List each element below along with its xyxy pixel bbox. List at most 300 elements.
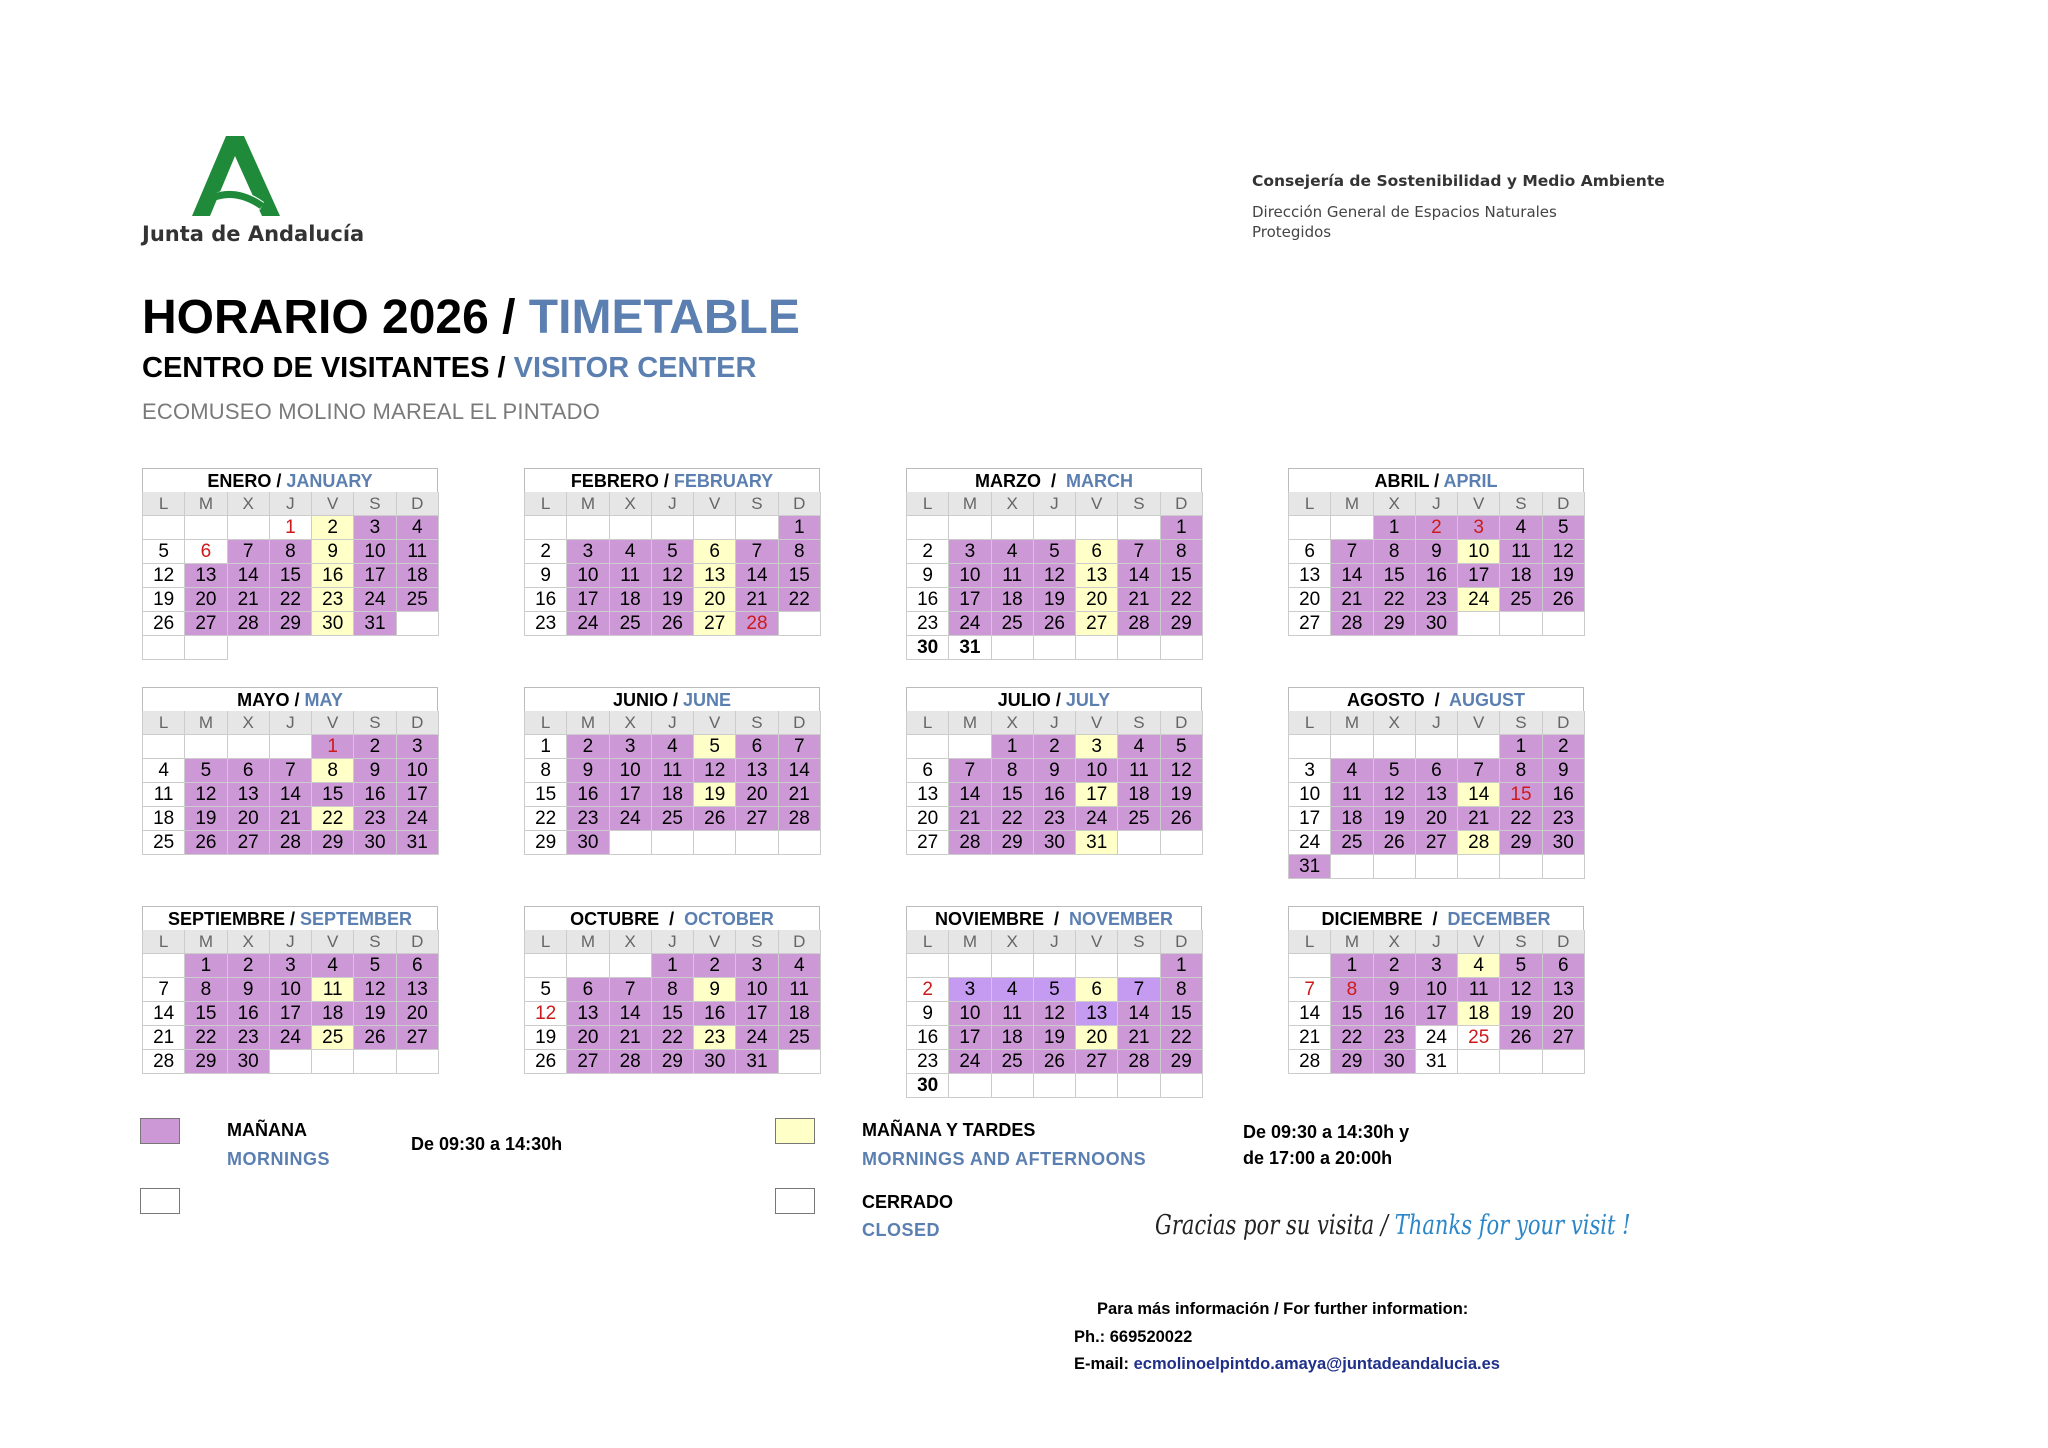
empty-cell: [949, 516, 991, 540]
day-cell: 12: [1034, 1002, 1076, 1026]
day-cell: 19: [1034, 1026, 1076, 1050]
empty-cell: [185, 735, 227, 759]
day-cell: 17: [354, 564, 396, 588]
month-october: [524, 906, 820, 1074]
day-cell: 20: [567, 1026, 609, 1050]
day-cell: 24: [567, 612, 609, 636]
day-cell: 20: [1289, 588, 1331, 612]
month-june: [524, 687, 820, 855]
day-cell: 1: [1161, 954, 1203, 978]
day-cell: 21: [1331, 588, 1373, 612]
weekday-header: S: [1500, 492, 1542, 516]
day-cell: 6: [1416, 759, 1458, 783]
day-cell: 7: [228, 540, 270, 564]
day-cell: 9: [228, 978, 270, 1002]
month-name-es: OCTUBRE: [570, 909, 660, 929]
day-cell: 7: [949, 759, 991, 783]
empty-cell: [1500, 855, 1542, 879]
weekday-header: S: [736, 711, 778, 735]
month-name-es: ABRIL: [1374, 471, 1430, 491]
weekday-header: V: [1076, 930, 1118, 954]
weekday-header: J: [1034, 711, 1076, 735]
day-cell: 30: [567, 831, 609, 855]
month-title: [1288, 687, 1584, 711]
day-cell: 5: [525, 978, 567, 1002]
day-cell: 19: [1543, 564, 1585, 588]
day-cell: 27: [736, 807, 778, 831]
day-cell: 23: [354, 807, 396, 831]
month-title-separator: /: [1043, 909, 1069, 929]
empty-cell: [992, 1074, 1034, 1098]
weekday-header: L: [1289, 930, 1331, 954]
empty-cell: [779, 612, 821, 636]
day-cell: 14: [949, 783, 991, 807]
month-grid: [524, 711, 820, 855]
weekday-header: D: [1161, 930, 1203, 954]
day-cell: 13: [694, 564, 736, 588]
weekday-header: V: [1458, 492, 1500, 516]
day-cell: 11: [1118, 759, 1160, 783]
direccion-label: Dirección General de Espacios Naturales Protegidos: [1252, 203, 1557, 241]
day-cell: 12: [354, 978, 396, 1002]
empty-cell: [1076, 636, 1118, 660]
day-cell: 16: [1374, 1002, 1416, 1026]
day-cell: 8: [652, 978, 694, 1002]
day-cell: 30: [1034, 831, 1076, 855]
day-cell: 12: [694, 759, 736, 783]
day-cell: 8: [1374, 540, 1416, 564]
month-name-en: FEBRUARY: [673, 471, 774, 491]
month-name-en: JUNE: [683, 690, 732, 710]
day-cell: 2: [228, 954, 270, 978]
weekday-header: X: [1374, 930, 1416, 954]
day-cell: 11: [1331, 783, 1373, 807]
day-cell: 5: [143, 540, 185, 564]
day-cell: 30: [312, 612, 354, 636]
day-cell: 18: [992, 588, 1034, 612]
empty-cell: [270, 1050, 312, 1074]
empty-cell: [1331, 735, 1373, 759]
empty-cell: [694, 516, 736, 540]
month-name-en: APRIL: [1443, 471, 1498, 491]
day-cell: 21: [228, 588, 270, 612]
day-cell: 27: [694, 612, 736, 636]
month-grid: [1288, 492, 1584, 636]
page-title: [142, 290, 800, 345]
day-cell: 22: [1500, 807, 1542, 831]
day-cell: 9: [1374, 978, 1416, 1002]
day-cell: 24: [610, 807, 652, 831]
weekday-header: V: [694, 930, 736, 954]
day-cell: 12: [1543, 540, 1585, 564]
empty-cell: [185, 636, 227, 660]
day-cell: 29: [185, 1050, 227, 1074]
weekday-header: L: [525, 492, 567, 516]
day-cell: 22: [312, 807, 354, 831]
day-cell: 26: [1374, 831, 1416, 855]
empty-cell: [949, 735, 991, 759]
day-cell: 16: [1543, 783, 1585, 807]
email-link[interactable]: ecmolinoelpintdo.amaya@juntadeandalucia.es: [1133, 1355, 1500, 1373]
day-cell: 24: [949, 612, 991, 636]
day-cell: 15: [992, 783, 1034, 807]
day-cell: 17: [949, 1026, 991, 1050]
day-cell: 24: [270, 1026, 312, 1050]
day-cell: 10: [354, 540, 396, 564]
empty-cell: [907, 516, 949, 540]
day-cell: 4: [652, 735, 694, 759]
legend-morning-swatch: [140, 1118, 180, 1144]
weekday-header: J: [1416, 492, 1458, 516]
weekday-header: D: [397, 492, 439, 516]
day-cell: 2: [907, 978, 949, 1002]
day-cell: 30: [1416, 612, 1458, 636]
legend-closed-swatch: [140, 1188, 180, 1214]
day-cell: 6: [694, 540, 736, 564]
weekday-header: X: [228, 711, 270, 735]
empty-cell: [397, 612, 439, 636]
day-cell: 28: [143, 1050, 185, 1074]
day-cell: 10: [397, 759, 439, 783]
day-cell: 25: [143, 831, 185, 855]
weekday-header: S: [736, 930, 778, 954]
empty-cell: [1289, 516, 1331, 540]
day-cell: 10: [1289, 783, 1331, 807]
day-cell: 1: [312, 735, 354, 759]
day-cell: 21: [1118, 1026, 1160, 1050]
month-name-en: MARCH: [1066, 471, 1133, 491]
empty-cell: [143, 636, 185, 660]
weekday-header: L: [525, 711, 567, 735]
weekday-header: S: [1118, 492, 1160, 516]
empty-cell: [1161, 831, 1203, 855]
month-name-en: JULY: [1065, 690, 1111, 710]
day-cell: 19: [185, 807, 227, 831]
weekday-header: M: [949, 711, 991, 735]
weekday-header: X: [610, 711, 652, 735]
day-cell: 28: [610, 1050, 652, 1074]
day-cell: 3: [270, 954, 312, 978]
day-cell: 9: [312, 540, 354, 564]
month-title-separator: /: [1422, 909, 1448, 929]
day-cell: 21: [270, 807, 312, 831]
day-cell: 3: [567, 540, 609, 564]
day-cell: 15: [1161, 564, 1203, 588]
empty-cell: [1458, 735, 1500, 759]
month-title-separator: /: [658, 471, 674, 491]
month-july: [906, 687, 1202, 855]
weekday-header: L: [143, 711, 185, 735]
month-grid: [1288, 930, 1584, 1074]
day-cell: 6: [397, 954, 439, 978]
weekday-header: X: [610, 492, 652, 516]
day-cell: 20: [1543, 1002, 1585, 1026]
day-cell: 31: [736, 1050, 778, 1074]
day-cell: 7: [736, 540, 778, 564]
day-cell: 20: [694, 588, 736, 612]
empty-cell: [397, 1050, 439, 1074]
weekday-header: M: [1331, 930, 1373, 954]
day-cell: 19: [1161, 783, 1203, 807]
day-cell: 18: [1331, 807, 1373, 831]
day-cell: 6: [185, 540, 227, 564]
day-cell: 3: [397, 735, 439, 759]
day-cell: 7: [143, 978, 185, 1002]
day-cell: 17: [949, 588, 991, 612]
weekday-header: D: [779, 930, 821, 954]
empty-cell: [397, 636, 439, 660]
month-title: [142, 906, 438, 930]
day-cell: 27: [1416, 831, 1458, 855]
day-cell: 10: [949, 564, 991, 588]
weekday-header: S: [354, 711, 396, 735]
month-title: [524, 687, 820, 711]
day-cell: 20: [907, 807, 949, 831]
weekday-header: M: [1331, 492, 1373, 516]
thanks-message: [1155, 1210, 1631, 1241]
empty-cell: [1331, 855, 1373, 879]
day-cell: 25: [397, 588, 439, 612]
day-cell: 27: [1076, 1050, 1118, 1074]
empty-cell: [610, 516, 652, 540]
month-name-en: JANUARY: [286, 471, 373, 491]
empty-cell: [1458, 1050, 1500, 1074]
month-september: [142, 906, 438, 1074]
weekday-header: J: [1034, 930, 1076, 954]
empty-cell: [1289, 735, 1331, 759]
empty-cell: [270, 636, 312, 660]
day-cell: 1: [1374, 516, 1416, 540]
day-cell: 3: [610, 735, 652, 759]
day-cell: 8: [525, 759, 567, 783]
day-cell: 13: [397, 978, 439, 1002]
day-cell: 18: [652, 783, 694, 807]
weekday-header: M: [185, 711, 227, 735]
subtitle-en: VISITOR CENTER: [513, 352, 757, 384]
day-cell: 10: [1458, 540, 1500, 564]
day-cell: 21: [1289, 1026, 1331, 1050]
day-cell: 12: [652, 564, 694, 588]
day-cell: 18: [143, 807, 185, 831]
day-cell: 4: [143, 759, 185, 783]
day-cell: 28: [228, 612, 270, 636]
info-email-row: [1074, 1355, 1500, 1374]
day-cell: 3: [1458, 516, 1500, 540]
empty-cell: [1416, 735, 1458, 759]
empty-cell: [525, 516, 567, 540]
day-cell: 18: [1118, 783, 1160, 807]
day-cell: 23: [1543, 807, 1585, 831]
month-name-es: DICIEMBRE: [1321, 909, 1423, 929]
day-cell: 24: [1458, 588, 1500, 612]
day-cell: 23: [1374, 1026, 1416, 1050]
day-cell: 2: [1374, 954, 1416, 978]
weekday-header: X: [992, 930, 1034, 954]
day-cell: 15: [185, 1002, 227, 1026]
day-cell: 2: [694, 954, 736, 978]
day-cell: 11: [312, 978, 354, 1002]
day-cell: 4: [992, 978, 1034, 1002]
day-cell: 23: [694, 1026, 736, 1050]
day-cell: 5: [1161, 735, 1203, 759]
day-cell: 2: [907, 540, 949, 564]
weekday-header: M: [949, 492, 991, 516]
day-cell: 25: [779, 1026, 821, 1050]
day-cell: 12: [525, 1002, 567, 1026]
day-cell: 28: [1118, 1050, 1160, 1074]
empty-cell: [228, 636, 270, 660]
empty-cell: [143, 735, 185, 759]
legend-morning-en: MORNINGS: [227, 1149, 330, 1169]
day-cell: 3: [949, 540, 991, 564]
day-cell: 19: [143, 588, 185, 612]
empty-cell: [1118, 1074, 1160, 1098]
day-cell: 1: [270, 516, 312, 540]
day-cell: 4: [610, 540, 652, 564]
weekday-header: V: [694, 711, 736, 735]
month-name-es: AGOSTO: [1346, 690, 1425, 710]
day-cell: 2: [354, 735, 396, 759]
month-name-es: MAYO: [237, 690, 290, 710]
empty-cell: [143, 516, 185, 540]
empty-cell: [1500, 1050, 1542, 1074]
month-december: [1288, 906, 1584, 1074]
empty-cell: [1289, 954, 1331, 978]
day-cell: 12: [1374, 783, 1416, 807]
junta-logo: [140, 132, 365, 252]
day-cell: 12: [143, 564, 185, 588]
month-november: [906, 906, 1202, 1098]
day-cell: 3: [736, 954, 778, 978]
weekday-header: J: [270, 492, 312, 516]
day-cell: 16: [907, 1026, 949, 1050]
day-cell: 17: [1416, 1002, 1458, 1026]
month-title-separator: /: [289, 690, 305, 710]
month-grid: [1288, 711, 1584, 879]
day-cell: 22: [1331, 1026, 1373, 1050]
day-cell: 9: [1416, 540, 1458, 564]
weekday-header: M: [567, 930, 609, 954]
day-cell: 20: [1076, 1026, 1118, 1050]
day-cell: 15: [652, 1002, 694, 1026]
legend-morning-es: MAÑANA: [227, 1120, 307, 1140]
day-cell: 16: [312, 564, 354, 588]
day-cell: 23: [567, 807, 609, 831]
day-cell: 18: [397, 564, 439, 588]
day-cell: 24: [1076, 807, 1118, 831]
junta-a-icon: [192, 136, 292, 220]
day-cell: 20: [1416, 807, 1458, 831]
month-february: [524, 468, 820, 636]
day-cell: 8: [312, 759, 354, 783]
legend-afternoon-hours-2: de 17:00 a 20:00h: [1243, 1148, 1393, 1168]
month-august: [1288, 687, 1584, 879]
title-es: HORARIO 2026 /: [142, 291, 516, 344]
weekday-header: M: [567, 711, 609, 735]
weekday-header: V: [1076, 711, 1118, 735]
day-cell: 30: [907, 636, 949, 660]
day-cell: 11: [1458, 978, 1500, 1002]
day-cell: 4: [1331, 759, 1373, 783]
day-cell: 1: [652, 954, 694, 978]
day-cell: 14: [610, 1002, 652, 1026]
day-cell: 14: [1118, 1002, 1160, 1026]
day-cell: 6: [736, 735, 778, 759]
day-cell: 26: [1034, 1050, 1076, 1074]
day-cell: 18: [779, 1002, 821, 1026]
day-cell: 18: [610, 588, 652, 612]
day-cell: 13: [1416, 783, 1458, 807]
empty-cell: [992, 636, 1034, 660]
day-cell: 22: [652, 1026, 694, 1050]
day-cell: 25: [992, 612, 1034, 636]
day-cell: 3: [1416, 954, 1458, 978]
day-cell: 31: [1076, 831, 1118, 855]
day-cell: 9: [1543, 759, 1585, 783]
month-name-es: FEBRERO: [570, 471, 659, 491]
month-title: [1288, 906, 1584, 930]
day-cell: 29: [1161, 612, 1203, 636]
month-title-separator: /: [667, 690, 683, 710]
weekday-header: X: [228, 492, 270, 516]
legend-afternoon-es: MAÑANA Y TARDES: [862, 1120, 1036, 1140]
weekday-header: D: [1543, 492, 1585, 516]
weekday-header: S: [1118, 711, 1160, 735]
day-cell: 29: [652, 1050, 694, 1074]
day-cell: 7: [779, 735, 821, 759]
legend-morning-hours: De 09:30 a 14:30h: [411, 1134, 563, 1154]
day-cell: 19: [1500, 1002, 1542, 1026]
month-name-es: ENERO: [207, 471, 272, 491]
empty-cell: [1034, 1074, 1076, 1098]
empty-cell: [1543, 1050, 1585, 1074]
day-cell: 26: [1500, 1026, 1542, 1050]
day-cell: 11: [397, 540, 439, 564]
day-cell: 1: [1331, 954, 1373, 978]
day-cell: 6: [1076, 978, 1118, 1002]
day-cell: 25: [652, 807, 694, 831]
day-cell: 16: [525, 588, 567, 612]
day-cell: 10: [1076, 759, 1118, 783]
day-cell: 27: [397, 1026, 439, 1050]
weekday-header: S: [1500, 711, 1542, 735]
day-cell: 17: [736, 1002, 778, 1026]
consejeria-label: Consejería de Sostenibilidad y Medio Ambiente: [1252, 172, 1665, 190]
day-cell: 26: [1034, 612, 1076, 636]
day-cell: 24: [1416, 1026, 1458, 1050]
weekday-header: L: [907, 930, 949, 954]
weekday-header: D: [779, 711, 821, 735]
day-cell: 11: [779, 978, 821, 1002]
day-cell: 6: [1289, 540, 1331, 564]
empty-cell: [992, 516, 1034, 540]
day-cell: 5: [354, 954, 396, 978]
day-cell: 14: [1458, 783, 1500, 807]
info-heading: Para más información / For further information:: [1097, 1300, 1469, 1318]
month-title-separator: /: [1050, 690, 1066, 710]
day-cell: 16: [1034, 783, 1076, 807]
day-cell: 17: [1458, 564, 1500, 588]
day-cell: 4: [1500, 516, 1542, 540]
month-grid: [906, 930, 1202, 1098]
day-cell: 27: [567, 1050, 609, 1074]
empty-cell: [1118, 636, 1160, 660]
month-title-separator: /: [659, 909, 685, 929]
day-cell: 8: [779, 540, 821, 564]
day-cell: 15: [1331, 1002, 1373, 1026]
day-cell: 13: [1289, 564, 1331, 588]
day-cell: 2: [525, 540, 567, 564]
